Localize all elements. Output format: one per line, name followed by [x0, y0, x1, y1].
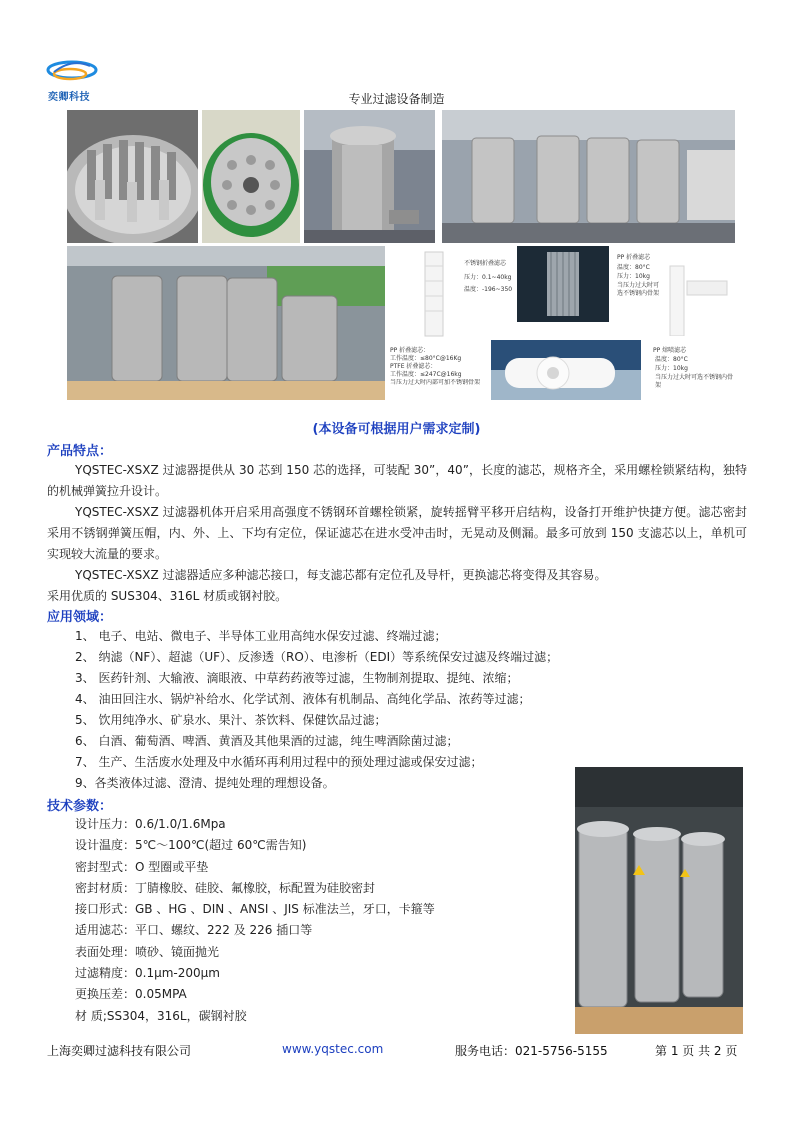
list-item: 3、 医药针剂、大输液、滴眼液、中草药药液等过滤，生物制剂提取、提纯、浓缩； — [75, 671, 519, 685]
pp-melt-temp: 温度：80°C — [655, 356, 688, 363]
pp-melt-pressure: 压力：10kg — [655, 365, 688, 372]
membrane-temp: 温度：-196~350 — [464, 286, 513, 293]
spec-item: 设计压力：0.6/1.0/1.6Mpa — [75, 817, 226, 831]
pp-ptfe-line-2: 工作温度：≤80°C@16Kg — [390, 355, 462, 362]
pp-melt-note: 当压力过大时可选不锈钢内骨架 — [655, 374, 734, 389]
list-item: 1、 电子、电站、微电子、半导体工业用高纯水保安过滤、终端过滤； — [75, 629, 447, 643]
pp-folded-cartridge-photo — [390, 246, 514, 342]
filter-housings-side-photo — [575, 767, 743, 1034]
footer-website-link[interactable]: www.yqstec.com — [282, 1042, 384, 1056]
spec-item: 过滤精度：0.1μm-200μm — [75, 966, 220, 981]
spec-item: 材 质;SS304，316L，碳钢衬胶 — [75, 1008, 247, 1023]
pp-folded-title: PP 折叠滤芯 — [617, 254, 651, 261]
features-body — [47, 460, 747, 607]
pp-ptfe-line-1: PP 折叠滤芯： — [390, 347, 430, 354]
membrane-pressure: 压力：0.1~40kg — [464, 274, 512, 281]
filter-housings-warehouse-photo — [67, 246, 385, 400]
filter-plate-photo — [202, 110, 300, 243]
specs-heading: 技术参数： — [47, 799, 113, 814]
list-item: 6、 白酒、葡萄酒、啤酒、黄酒及其他果酒的过滤，纯生啤酒除菌过滤； — [75, 734, 459, 748]
applications-list — [75, 626, 635, 794]
applications-heading: 应用领域： — [47, 610, 113, 625]
pp-ptfe-line-5: 当压力过大时内部可加不锈钢骨架 — [390, 379, 481, 386]
pp-folded-cartridge-photo-2 — [613, 246, 736, 342]
pp-meltblown-cartridge-photo — [491, 340, 641, 400]
spec-item: 接口形式：GB 、HG 、DIN 、ANSI 、JIS 标准法兰，牙口，卡箍等 — [75, 902, 435, 917]
pp-ptfe-line-3: PTFE 折叠滤芯： — [390, 363, 437, 370]
specs-list — [75, 814, 535, 1027]
footer-phone: 服务电话：021-5756-5155 — [455, 1044, 608, 1058]
features-paragraph-2: YQSTEC-XSXZ 过滤器机体开启采用高强度不锈钢环首螺栓锁紧，旋转摇臂平移开启结构，设备打开维护快捷方便。滤芯密封采用不锈钢弹簧压帽，内、外、上、下均有定位，保证滤芯在进水受冲击时，无晃动及侧漏。最多可放到 150 支滤芯以上，单机可实现较大流量的要求。 — [47, 505, 747, 561]
pp-ptfe-label-panel — [390, 343, 488, 400]
list-item: 5、 饮用纯净水、矿泉水、果汁、茶饮料、保健饮品过滤； — [75, 713, 387, 727]
list-item: 2、 纳滤（NF）、超滤（UF）、反渗透（RO）、电渗析（EDI）等系统保安过滤及终端过滤； — [75, 650, 559, 664]
spec-item: 密封型式：O 型圈或平垫 — [75, 859, 209, 874]
page-tagline: 专业过滤设备制造 — [348, 92, 445, 106]
features-paragraph-4: 采用优质的 SUS304、316L 材质或钢衬胶。 — [47, 589, 288, 603]
footer-company: 上海奕卿过滤科技有限公司 — [47, 1044, 192, 1058]
filter-housings-row-photo — [442, 110, 735, 243]
filter-housing-interior-photo — [67, 110, 198, 243]
stainless-folded-cartridge-photo — [517, 246, 609, 322]
features-heading: 产品特点： — [47, 444, 113, 459]
spec-item: 密封材质：丁腈橡胶、硅胶、氟橡胶，标配置为硅胶密封 — [75, 880, 376, 895]
features-paragraph-3: YQSTEC-XSXZ 过滤器适应多种滤芯接口，每支滤芯都有定位孔及导杆，更换滤芯将变得及其容易。 — [75, 568, 607, 582]
spec-item: 更换压差：0.05MPA — [75, 987, 187, 1002]
pp-ptfe-line-4: 工作温度：≤247C@16kg — [390, 371, 462, 378]
logo-text: 奕卿科技 — [48, 92, 90, 103]
spec-item: 表面处理：喷砂、镜面抛光 — [75, 944, 220, 959]
customization-note: (本设备可根据用户需求定制) — [312, 422, 481, 437]
pp-folded-note: 当压力过大时可选不锈钢内骨架 — [617, 282, 660, 297]
features-paragraph-1: YQSTEC-XSXZ 过滤器提供从 30 芯到 150 芯的选择，可装配 30”，40”，长度的滤芯，规格齐全，采用螺栓锁紧结构，独特的机械弹簧拉升设计。 — [47, 463, 747, 498]
spec-item: 设计温度：5℃～100℃(超过 60℃需告知) — [75, 838, 307, 853]
footer-page-number: 第 1 页 共 2 页 — [655, 1044, 738, 1058]
list-item: 9、各类液体过滤、澄清、提纯处理的理想设备。 — [75, 776, 335, 790]
pp-melt-label-panel — [645, 343, 737, 400]
spec-item: 适用滤芯：平口、螺纹、222 及 226 插口等 — [75, 923, 313, 938]
list-item: 4、 油田回注水、锅炉补给水、化学试剂、液体有机制品、高纯化学品、浓药等过滤； — [75, 692, 531, 706]
pp-folded-temp: 温度：80°C — [617, 264, 650, 271]
pp-folded-pressure: 压力：10kg — [617, 273, 650, 280]
filter-housing-open-photo — [304, 110, 435, 243]
membrane-title: 不锈钢折叠滤芯 — [464, 260, 507, 267]
pp-melt-title: PP 熔喷滤芯 — [653, 347, 687, 354]
list-item: 7、 生产、生活废水处理及中水循环再利用过程中的预处理过滤或保安过滤； — [75, 755, 483, 769]
